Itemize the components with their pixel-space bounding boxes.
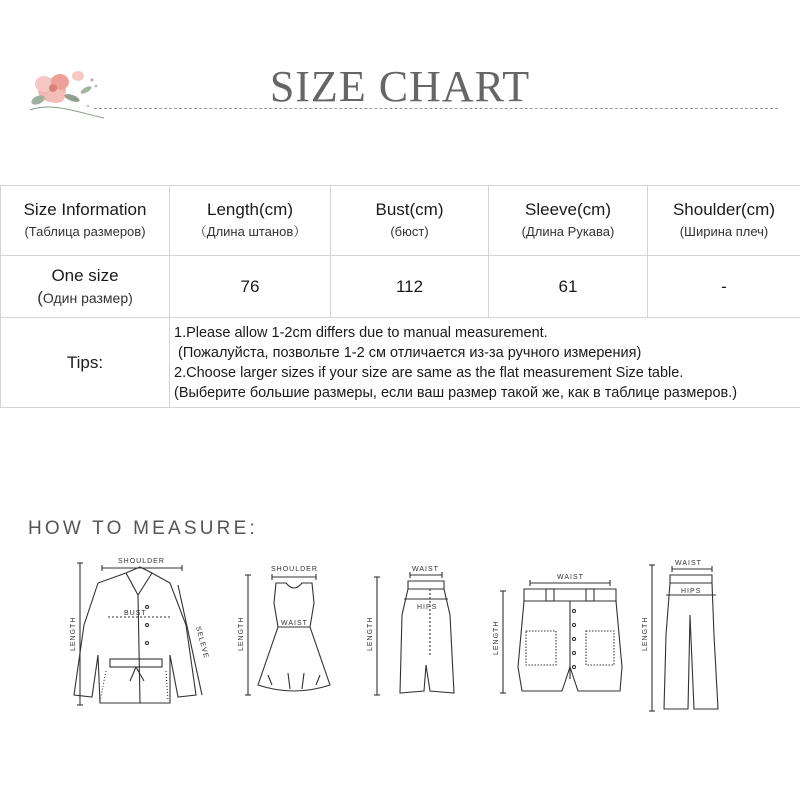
size-sublabel: (Один размер) — [37, 287, 133, 307]
column-sublabel: （Длина штанов） — [193, 223, 307, 239]
jacket-diagram-icon — [74, 563, 202, 705]
column-sublabel: (Длина Рукава) — [521, 223, 615, 239]
tips-text — [170, 318, 800, 408]
tip-line: 2.Choose larger sizes if your size are same as the flat measurement Size table. — [174, 364, 684, 381]
table-header-row — [1, 186, 800, 256]
bust-label: BUST — [124, 610, 147, 617]
tips-row — [1, 318, 800, 408]
waist-label: WAIST — [281, 620, 308, 627]
length-label: LENGTH — [238, 616, 245, 651]
page-title: SIZE CHART — [269, 62, 531, 111]
header-cell — [331, 186, 489, 256]
measurement-diagrams — [0, 555, 800, 725]
table-row — [1, 256, 800, 318]
header-cell — [170, 186, 331, 256]
dress-diagram-icon — [245, 574, 330, 695]
header-cell — [648, 186, 800, 256]
tip-line: 1.Please allow 1-2cm differs due to manual measurement. — [174, 324, 548, 341]
shoulder-label: SHOULDER — [118, 558, 165, 565]
length-label: LENGTH — [70, 616, 77, 651]
tips-label: Tips: — [1, 318, 170, 408]
value-sleeve: 61 — [489, 256, 648, 318]
size-cell — [1, 256, 170, 318]
shoulder-label: SHOULDER — [271, 566, 318, 573]
title-divider — [94, 108, 778, 109]
waist-label: WAIST — [557, 574, 584, 581]
column-label: Bust(cm) — [375, 199, 444, 219]
value-shoulder: - — [648, 256, 800, 318]
tip-line: (Выберите большие размеры, если ваш размер такой же, как в таблице размеров.) — [174, 384, 738, 401]
size-label: One size — [51, 265, 119, 285]
waist-label: WAIST — [675, 560, 702, 567]
column-label: Size Information — [23, 199, 147, 219]
shorts-diagram-icon — [500, 580, 622, 693]
column-sublabel: (Ширина плеч) — [679, 223, 769, 239]
header-cell — [1, 186, 170, 256]
column-label: Length(cm) — [207, 199, 293, 219]
skirt-diagram-icon — [374, 572, 454, 695]
pants-diagram-icon — [649, 565, 718, 711]
size-table — [0, 185, 800, 408]
length-label: LENGTH — [642, 616, 649, 651]
waist-label: WAIST — [412, 566, 439, 573]
hips-label: HIPS — [681, 588, 702, 595]
column-sublabel: (Таблица размеров) — [24, 223, 146, 239]
length-label: LENGTH — [367, 616, 374, 651]
header-cell — [489, 186, 648, 256]
sleeve-label: SELEVE — [194, 625, 210, 660]
length-label: LENGTH — [493, 620, 500, 655]
hips-label: HIPS — [417, 604, 438, 611]
column-label: Sleeve(cm) — [525, 199, 611, 219]
tip-line: (Пожалуйста, позвольте 1-2 см отличается из-за ручного измерения) — [174, 344, 642, 361]
value-length: 76 — [170, 256, 331, 318]
column-sublabel: (бюст) — [390, 223, 429, 239]
how-to-measure-title: HOW TO MEASURE: — [28, 518, 258, 539]
value-bust: 112 — [331, 256, 489, 318]
column-label: Shoulder(cm) — [672, 199, 776, 219]
